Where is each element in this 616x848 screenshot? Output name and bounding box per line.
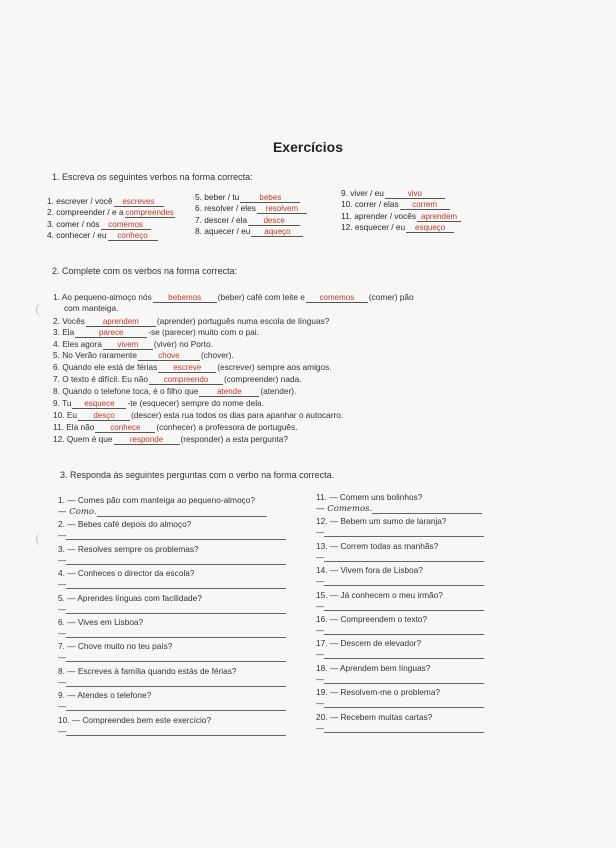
item-number: 1. <box>47 196 57 206</box>
answer-blank: bebemos <box>153 293 217 303</box>
verb-item <box>341 211 491 222</box>
question-text: 5. — Aprendes línguas com facilidade? <box>58 592 202 603</box>
sentence-line <box>64 303 118 314</box>
answer-line <box>316 552 484 563</box>
exercise-3-right-column <box>316 492 484 736</box>
answer-rule <box>324 561 484 562</box>
answer-line <box>316 723 484 734</box>
sentence-text: 3. Ela <box>53 327 75 337</box>
answer-text: — <box>58 652 67 663</box>
question-text: 16. — Compreendem o texto? <box>316 613 428 624</box>
answer-line <box>58 506 286 517</box>
answer-rule <box>372 513 482 514</box>
question-text: 15. — Já conhecem o meu irmão? <box>316 589 443 600</box>
answer-blank: aqueço <box>251 227 303 237</box>
verb-item <box>341 222 491 233</box>
answer-rule <box>324 732 484 733</box>
answer-text: — <box>316 673 325 684</box>
answer-blank: comemos <box>306 293 368 303</box>
answer-blank: esqueço <box>406 223 454 233</box>
question-text: 17. — Descem de elevador? <box>316 638 422 649</box>
verb-prompt: beber / tu <box>204 192 240 202</box>
sentence-text: 4. Eles agora <box>53 339 102 349</box>
sentence-line <box>53 434 288 445</box>
question-text: 4. — Conheces o director da escola? <box>58 568 195 579</box>
answer-rule <box>324 683 484 684</box>
question-block <box>58 568 286 592</box>
question-block <box>316 687 484 711</box>
answer-line <box>58 530 286 541</box>
verb-prompt: esquecer / eu <box>354 221 406 232</box>
question-block <box>316 541 484 565</box>
answer-text: — <box>58 676 67 687</box>
question-text: 9. — Atendes o telefone? <box>58 690 152 701</box>
answer-rule <box>324 634 484 635</box>
answer-blank: aprendem <box>417 212 461 222</box>
question-block <box>58 617 286 641</box>
question-text: 7. — Chove muito no teu país? <box>58 641 173 652</box>
sentence-text: 8. Quando o telefone toca, é o filho que <box>53 386 199 396</box>
answer-blank: correm <box>400 200 450 210</box>
verb-prompt: correr / elas <box>354 199 399 210</box>
question-block <box>58 715 286 739</box>
sentence-text: 9. Tu <box>53 398 72 408</box>
answer-blank: compreendo <box>149 375 223 385</box>
answer-blank: comemos <box>101 220 151 230</box>
answer-line <box>316 649 484 660</box>
sentence-text: 6. Quando ele está de férias <box>53 362 158 372</box>
question-block <box>316 663 484 687</box>
verb-prompt: aquecer / eu <box>204 225 251 236</box>
sentence-line <box>53 422 298 433</box>
answer-text: — <box>58 725 67 736</box>
answer-line <box>316 674 484 685</box>
answer-blank: conheço <box>108 231 158 241</box>
verb-prompt: viver / eu <box>350 188 384 198</box>
exercise-1-instruction: 1. Escreva os seguintes verbos na forma correcta: <box>52 172 253 182</box>
sentence-text: 10. Eu <box>53 410 77 420</box>
answer-blank: conhece <box>95 423 155 433</box>
answer-line <box>316 601 484 612</box>
answer-text: — <box>316 551 325 562</box>
answer-blank: atende <box>199 387 259 397</box>
verb-prompt: compreender / e a <box>56 207 124 218</box>
sentence-line <box>53 398 264 409</box>
sentence-text: (aprender) português numa escola de línguas? <box>156 316 330 326</box>
answer-line <box>316 698 484 709</box>
answer-text: — <box>316 624 325 635</box>
answer-text: — <box>58 627 67 638</box>
answer-rule <box>324 707 484 708</box>
exercise-3-left-column <box>58 495 286 739</box>
verb-prompt: escrever / você <box>56 196 113 206</box>
answer-rule <box>324 536 484 537</box>
question-block <box>316 712 484 736</box>
answer-rule <box>66 710 286 711</box>
answer-blank: responde <box>114 435 180 445</box>
sentence-text: (chover). <box>200 350 234 360</box>
answer-text: — <box>316 649 325 660</box>
verb-item <box>47 196 192 207</box>
sentence-text: (viver) no Porto. <box>153 339 213 349</box>
exercise-1-column-3 <box>341 188 491 233</box>
answer-rule <box>66 588 286 589</box>
question-text: 19. — Resolvem-me o problema? <box>316 687 441 698</box>
answer-line <box>58 579 286 590</box>
question-block <box>316 492 484 516</box>
sentence-text: 7. O texto é difícil. Eu não <box>53 374 149 384</box>
verb-prompt: comer / nós <box>56 218 100 229</box>
item-number: 12. <box>341 221 355 232</box>
question-text: 12. — Bebem um sumo de laranja? <box>316 516 447 527</box>
exercise-1-column-2 <box>195 192 340 237</box>
verb-item <box>47 230 192 241</box>
sentence-text: 2. Vocês <box>53 316 85 326</box>
answer-blank: parece <box>75 328 147 338</box>
answer-blank: vivem <box>103 340 153 350</box>
answer-line <box>58 677 286 688</box>
verb-item <box>195 203 340 214</box>
sentence-text: 12. Quem é que <box>53 434 113 444</box>
answer-rule <box>66 613 286 614</box>
sentence-line <box>53 374 302 385</box>
item-number: 6. <box>195 203 205 214</box>
exercise-3-instruction: 3. Responda às seguintes perguntas com o verbo na forma correcta. <box>60 470 335 480</box>
answer-text: — <box>58 579 67 590</box>
sentence-text: 1. Ao pequeno-almoço nós <box>53 292 152 302</box>
answer-rule <box>66 735 286 736</box>
verb-item <box>47 207 192 218</box>
sentence-line <box>53 327 259 338</box>
item-number: 5. <box>195 192 205 202</box>
sentence-text: (descer) esta rua todos os dias para apanhar o autocarro. <box>131 410 344 420</box>
sentence-line <box>53 410 343 421</box>
answer-blank: compreendes <box>125 208 174 218</box>
sentence-line <box>53 386 296 397</box>
answer-rule <box>66 539 286 540</box>
answer-blank: bebes <box>240 193 300 203</box>
sentence-text: 5. No Verão raramente <box>53 350 137 360</box>
question-text: 1. — Comes pão com manteiga ao pequeno-almoço? <box>58 495 255 505</box>
answer-text: — <box>316 698 325 709</box>
page-title: Exercícios <box>272 139 344 155</box>
item-number: 9. <box>341 188 351 198</box>
sentence-line <box>53 362 332 373</box>
answer-rule <box>66 564 286 565</box>
sentence-text: (beber) café com leite e <box>217 292 305 302</box>
sentence-line <box>53 339 213 350</box>
answer-blank: chove <box>138 351 200 361</box>
sentence-text: com manteiga. <box>64 303 119 313</box>
question-block <box>58 544 286 568</box>
item-number: 3. <box>47 218 57 229</box>
question-text: 14. — Vivem fora de Lisboa? <box>316 565 423 576</box>
answer-line <box>58 555 286 566</box>
sentence-text: -se (parecer) muito com o pai. <box>148 327 259 337</box>
verb-item <box>195 226 340 237</box>
answer-text: — <box>316 576 325 587</box>
answer-rule <box>66 686 286 687</box>
answer-line <box>58 628 286 639</box>
sentence-text: -te (esquecer) sempre do nome dela. <box>127 398 264 408</box>
answer-line <box>316 576 484 587</box>
sentence-text: (responder) a esta pergunta? <box>180 434 288 444</box>
answer-text: — <box>58 701 67 712</box>
answer-line <box>58 604 286 615</box>
verb-item <box>341 199 491 210</box>
verb-prompt: conhecer / eu <box>56 229 107 240</box>
verb-item <box>195 215 340 226</box>
answer-blank: desço <box>78 411 130 421</box>
sentence-text: (atender). <box>260 386 297 396</box>
answer-text: — <box>58 603 67 614</box>
answer-line <box>316 503 484 514</box>
answer-blank: resolvem <box>257 204 307 214</box>
answer-rule <box>66 637 286 638</box>
verb-prompt: descer / ela <box>204 214 248 225</box>
question-block <box>58 519 286 543</box>
sentence-text: 11. Ela não <box>53 422 95 432</box>
item-number: 7. <box>195 214 205 225</box>
answer-text: — <box>316 600 325 611</box>
verb-prompt: resolver / eles <box>204 203 256 214</box>
answer-rule <box>97 516 267 517</box>
question-block <box>316 638 484 662</box>
answer-blank: aprendem <box>86 317 156 327</box>
question-text: 6. — Vives em Lisboa? <box>58 616 144 627</box>
answer-rule <box>324 610 484 611</box>
answer-line <box>316 527 484 538</box>
answer-rule <box>324 658 484 659</box>
question-block <box>316 614 484 638</box>
answer-text: — <box>316 722 325 733</box>
answer-blank: escreve <box>158 363 216 373</box>
question-block <box>316 590 484 614</box>
question-text: 20. — Recebem muitas cartas? <box>316 711 433 722</box>
exercise-1-column-1 <box>47 196 192 241</box>
answer-line <box>58 701 286 712</box>
sentence-text: (comer) pão <box>368 292 414 302</box>
answer-text: — Como. <box>58 507 97 517</box>
item-number: 10. <box>341 199 355 210</box>
sentence-line <box>53 292 414 303</box>
answer-text: — <box>58 554 67 565</box>
question-block <box>316 565 484 589</box>
sentence-line <box>53 350 234 361</box>
question-block <box>58 593 286 617</box>
answer-blank: desce <box>248 216 300 226</box>
answer-blank: esquece <box>72 399 126 409</box>
verb-item <box>341 188 491 199</box>
question-text: 10. — Compreendes bem este exercício? <box>58 714 212 725</box>
answer-text: — <box>58 530 67 541</box>
sentence-text: (compreender) nada. <box>224 374 302 384</box>
punch-hole-mark <box>36 303 51 317</box>
question-block <box>58 495 286 519</box>
answer-line <box>58 726 286 737</box>
question-text: 18. — Aprendem bem línguas? <box>316 662 431 673</box>
answer-line <box>58 652 286 663</box>
item-number: 8. <box>195 225 205 236</box>
question-text: 8. — Escreves à família quando estás de férias? <box>58 665 237 676</box>
answer-text: — Comemos. <box>316 504 373 514</box>
sentence-line <box>53 316 329 327</box>
answer-blank: vivo <box>385 189 445 199</box>
exercise-2-instruction: 2. Complete com os verbos na forma correcta: <box>52 266 238 276</box>
verb-item <box>195 192 340 203</box>
answer-blank: escreves <box>114 197 164 207</box>
question-text: 2. — Bebes café depois do almoço? <box>58 519 192 530</box>
answer-line <box>316 625 484 636</box>
punch-hole-mark <box>36 532 51 546</box>
item-number: 4. <box>47 229 57 240</box>
question-text: 13. — Correm todas as manhãs? <box>316 540 439 551</box>
question-block <box>316 516 484 540</box>
question-block <box>58 690 286 714</box>
question-block <box>58 641 286 665</box>
verb-prompt: aprender / vocês <box>354 210 417 221</box>
sentence-text: (escrever) sempre aos amigos. <box>217 362 332 372</box>
answer-text: — <box>316 527 325 538</box>
question-text: 3. — Resolves sempre os problemas? <box>58 543 199 554</box>
sentence-text: (conhecer) a professora de português. <box>156 422 298 432</box>
item-number: 11. <box>341 210 355 221</box>
answer-rule <box>66 661 286 662</box>
question-text: 11. — Comem uns bolinhos? <box>316 492 423 502</box>
question-block <box>58 666 286 690</box>
answer-rule <box>324 585 484 586</box>
item-number: 2. <box>47 207 57 218</box>
verb-item <box>47 219 192 230</box>
